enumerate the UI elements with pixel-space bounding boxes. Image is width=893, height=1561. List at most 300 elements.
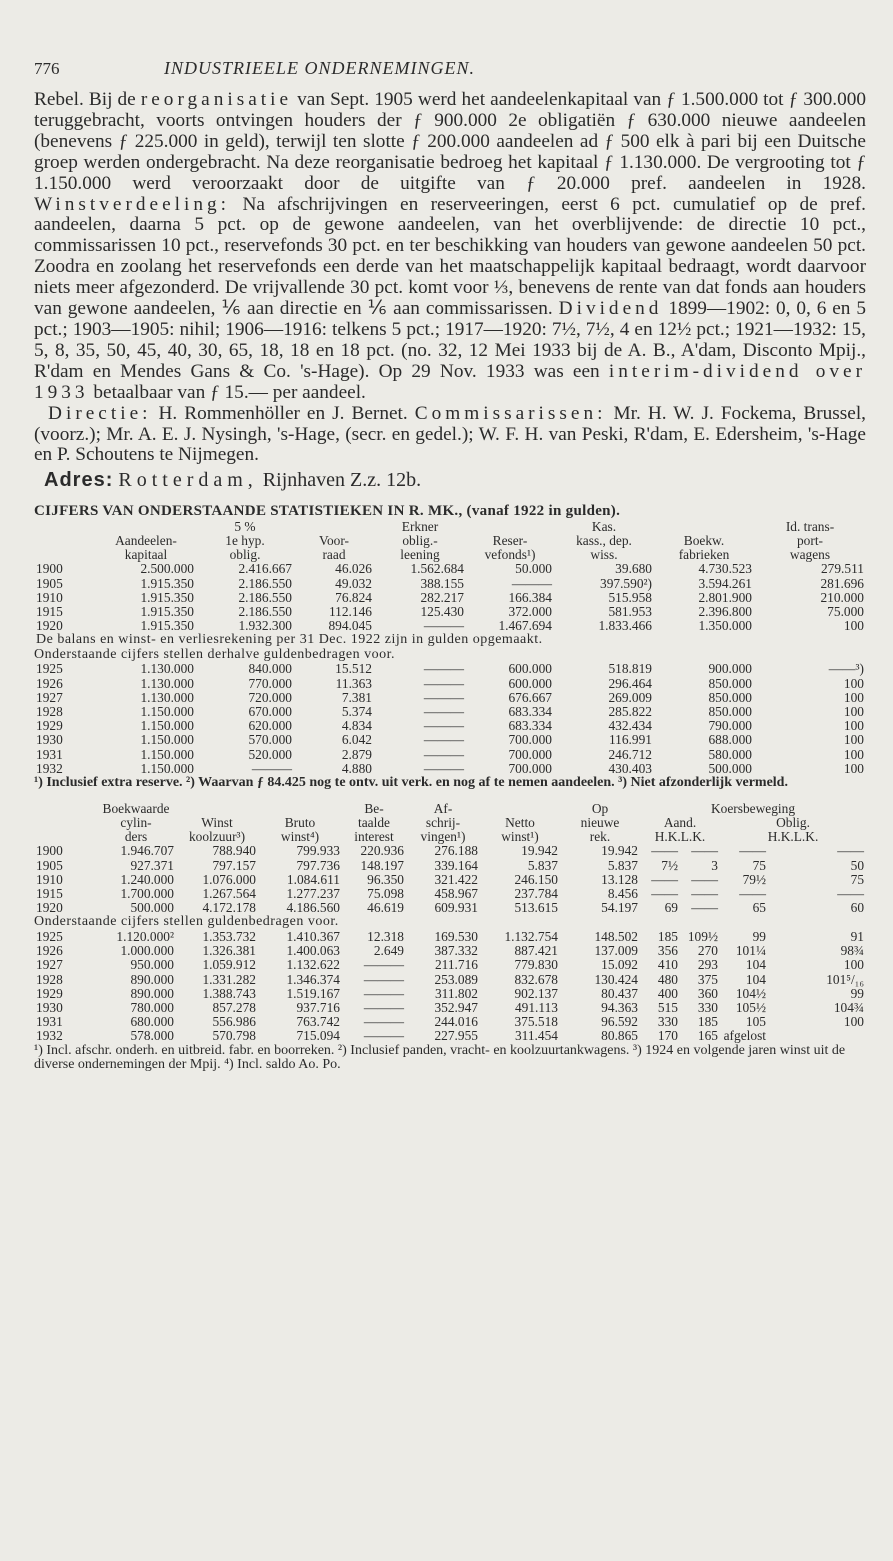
year-cell: 1928 — [36, 704, 63, 719]
table-cell: 1.915.350 — [140, 576, 194, 591]
table-cell: 101⁵/₁₆ — [826, 972, 864, 987]
table-cell: 169.530 — [434, 929, 478, 944]
column-header: Boekwaarde — [102, 802, 170, 817]
table-cell: 620.000 — [248, 719, 292, 734]
table-cell: 5.837 — [607, 858, 638, 873]
column-header: kapitaal — [124, 548, 168, 563]
table-cell: 500.000 — [130, 901, 174, 916]
table-cell — [768, 1029, 866, 1043]
table-row — [34, 691, 866, 705]
table-cell: 100 — [843, 619, 864, 634]
table-cell: ——— — [511, 576, 552, 591]
table-cell: 360 — [697, 986, 718, 1001]
table-cell: 80.865 — [601, 1029, 638, 1044]
table-cell: 100 — [843, 1015, 864, 1030]
column-header — [34, 802, 96, 816]
column-header: 5 % — [234, 520, 256, 535]
table-cell: 410 — [657, 958, 678, 973]
table-cell: 281.696 — [820, 576, 864, 591]
column-header — [294, 520, 374, 534]
table-cell: 887.421 — [514, 944, 558, 959]
table-cell: 100 — [843, 958, 864, 973]
table-row — [34, 605, 866, 619]
table-cell: 520.000 — [248, 747, 292, 762]
header-row — [34, 520, 866, 534]
table-cell: 720.000 — [248, 690, 292, 705]
table-cell: ——³) — [828, 662, 864, 677]
table-row — [34, 1001, 866, 1015]
column-header — [466, 520, 554, 534]
table-cell: 2.649 — [373, 944, 404, 959]
table-cell: 96.592 — [601, 1015, 638, 1030]
table-row — [34, 719, 866, 733]
year-cell: 1900 — [36, 844, 63, 859]
year-cell: 1930 — [36, 733, 63, 748]
table-cell: 388.155 — [420, 576, 464, 591]
column-header: fabrieken — [678, 548, 730, 563]
column-header: H.K.L.K. — [767, 830, 819, 845]
table-cell: 2.879 — [341, 747, 372, 762]
table-cell: 15.092 — [601, 958, 638, 973]
column-header: Be- — [364, 802, 384, 817]
table-cell: 797.157 — [212, 858, 256, 873]
text-winstverdeeling: Winstverdeeling: — [34, 193, 231, 215]
table-cell: 937.716 — [296, 1000, 340, 1015]
table-cell: 4.172.178 — [202, 901, 256, 916]
table-cell: 211.716 — [434, 958, 478, 973]
table-cell: 99 — [850, 986, 864, 1001]
table-row — [34, 662, 866, 676]
table-cell: 556.986 — [212, 1015, 256, 1030]
text-commissarissen: Mr. H. W. J. Fockema, Brussel, (voorz.); Mr. A. E. J. Nysingh, 's-Hage, (secr. en gedel.); W. F. H. van Peski, R'dam, E. Edersheim, 's-Hage en P. Schoutens te Nijmegen. — [34, 402, 866, 466]
column-header: vefonds¹) — [484, 548, 536, 563]
table-cell: 311.802 — [434, 986, 478, 1001]
table-cell: 927.371 — [130, 858, 174, 873]
column-header: Reser- — [492, 534, 528, 549]
year-cell: 1926 — [36, 944, 63, 959]
column-header: Kas. — [591, 520, 617, 535]
column-header: Voor- — [319, 534, 349, 549]
table-cell: 7.381 — [341, 690, 372, 705]
year-cell: 1930 — [36, 1000, 63, 1015]
table-cell: 104 — [745, 972, 766, 987]
table-cell: 170 — [657, 1029, 678, 1044]
table-cell: 397.590²) — [600, 576, 652, 591]
table-cell: 515 — [657, 1000, 678, 1015]
table-cell: 900.000 — [708, 662, 752, 677]
company-description — [34, 90, 866, 466]
table-row — [34, 987, 866, 1001]
year-cell: 1900 — [36, 562, 63, 577]
column-header: oblig. — [229, 548, 261, 563]
year-cell: 1905 — [36, 858, 63, 873]
table-cell: 387.332 — [434, 944, 478, 959]
table-cell: 76.824 — [335, 590, 372, 605]
header-row — [34, 816, 866, 830]
table-cell: 100 — [843, 747, 864, 762]
table-cell: 458.967 — [434, 887, 478, 902]
table-cell: ——— — [423, 719, 464, 734]
table-cell: 165 — [697, 1029, 718, 1044]
table-cell: 480 — [657, 972, 678, 987]
column-header: Winst — [201, 816, 233, 831]
statistics-table-2b — [34, 930, 866, 1044]
table-row — [34, 901, 866, 915]
column-header: schrij- — [425, 816, 461, 831]
table-cell: 600.000 — [508, 676, 552, 691]
column-header: kass., dep. — [576, 534, 632, 549]
year-cell: 1926 — [36, 676, 63, 691]
table-cell: —— — [691, 901, 718, 916]
column-header: taalde — [358, 816, 390, 831]
table-cell: 2.186.550 — [238, 604, 292, 619]
table-cell: —— — [739, 844, 766, 859]
table-cell: 13.128 — [601, 872, 638, 887]
table-cell: 109½ — [687, 929, 718, 944]
table-cell: 5.374 — [341, 704, 372, 719]
table-cell: 902.137 — [514, 986, 558, 1001]
table-cell: 104¾ — [833, 1000, 864, 1015]
table-cell: 105½ — [735, 1000, 766, 1015]
table-cell: 4.730.523 — [698, 562, 752, 577]
column-header — [34, 816, 96, 830]
table-cell: 75 — [752, 858, 766, 873]
table-cell: 96.350 — [367, 872, 404, 887]
table-row — [34, 930, 866, 944]
table-cell: 69 — [664, 901, 678, 916]
table-cell: 356 — [657, 944, 678, 959]
column-header: Id. trans- — [785, 520, 835, 535]
table-cell: —— — [691, 887, 718, 902]
table-cell: 1.346.374 — [286, 972, 340, 987]
table-cell: 1.467.694 — [498, 619, 552, 634]
table-cell: 430.403 — [608, 761, 652, 776]
table-cell: 3.594.261 — [698, 576, 752, 591]
header-row — [34, 802, 866, 816]
table-cell: 100 — [843, 690, 864, 705]
table-cell: 1.915.350 — [140, 604, 194, 619]
table-row — [34, 859, 866, 873]
table-cell: 1.000.000 — [120, 944, 174, 959]
text-commissarissen-label: Commissarissen: — [414, 402, 607, 424]
table-cell: 1.150.000 — [140, 719, 194, 734]
column-header: nieuwe — [580, 816, 620, 831]
year-cell: 1931 — [36, 1015, 63, 1030]
table-cell: 683.334 — [508, 704, 552, 719]
table-row — [34, 958, 866, 972]
table-cell: 840.000 — [248, 662, 292, 677]
table-cell: 311.454 — [514, 1029, 558, 1044]
table-cell: 578.000 — [130, 1029, 174, 1044]
table-cell: 700.000 — [508, 761, 552, 776]
table-cell: 296.464 — [608, 676, 652, 691]
table-cell: 227.955 — [434, 1029, 478, 1044]
table-cell: 581.953 — [608, 604, 652, 619]
table-cell: 91 — [850, 929, 864, 944]
table-cell: 850.000 — [708, 704, 752, 719]
table-cell: 112.146 — [328, 604, 372, 619]
table-cell: 321.422 — [434, 872, 478, 887]
table-cell: ——— — [423, 676, 464, 691]
text-dividend: Dividend — [558, 298, 663, 320]
table-row — [34, 677, 866, 691]
table-cell: 1.388.743 — [202, 986, 256, 1001]
table-cell: 244.016 — [434, 1015, 478, 1030]
text-p4: 1899—1902: 0, 0, 6 en 5 pct.; 1903—1905: nihil; 1906—1916: telkens 5 pct.; 1917—1920: 7½, 7½, 4 en 12½ pct.; 1921—1932: 15, 5, 8, 35, 50, 45, 40, 30, 65, 18, 18 en 18 pct. (no. 32, 12 Mei 1933 bij de A. B., A'dam, Disconto Mpij., R'dam en Mendes Gans & Co. 's-Hage). Op 29 Nov. 1933 was een — [34, 298, 866, 382]
text-interim-dividend: interim-dividend over 1933 — [34, 360, 866, 403]
year-cell: 1929 — [36, 986, 63, 1001]
table-cell: 1.132.622 — [286, 958, 340, 973]
table-row — [34, 762, 866, 776]
table-cell: 1.150.000 — [140, 761, 194, 776]
table-cell: 1.120.000² — [116, 929, 174, 944]
year-cell: 1925 — [36, 929, 63, 944]
column-header: ders — [124, 830, 148, 845]
text-directie-label: Directie: — [48, 402, 152, 424]
table-cell: 2.500.000 — [140, 562, 194, 577]
year-cell: 1920 — [36, 619, 63, 634]
table-cell: 50.000 — [515, 562, 552, 577]
table-cell: 2.186.550 — [238, 590, 292, 605]
column-header — [34, 534, 96, 548]
table-cell: 116.991 — [608, 733, 652, 748]
column-header: port- — [796, 534, 824, 549]
column-header: rek. — [589, 830, 611, 845]
table-cell: 670.000 — [248, 704, 292, 719]
column-header: Boekw. — [683, 534, 725, 549]
table-cell: 1.519.167 — [286, 986, 340, 1001]
column-header — [654, 520, 754, 534]
table-cell: 166.384 — [508, 590, 552, 605]
table-cell: 237.784 — [514, 887, 558, 902]
column-header: oblig.- — [402, 534, 438, 549]
table-cell: ——— — [363, 986, 404, 1001]
table-cell: 246.712 — [608, 747, 652, 762]
table-cell: 339.164 — [434, 858, 478, 873]
table-cell: —— — [691, 844, 718, 859]
table-cell: 104 — [745, 958, 766, 973]
table-cell: 99 — [752, 929, 766, 944]
table-cell: 246.150 — [514, 872, 558, 887]
table-cell: 2.186.550 — [238, 576, 292, 591]
table-cell: —— — [651, 872, 678, 887]
table-cell: 715.094 — [296, 1029, 340, 1044]
table-cell: 5.837 — [527, 858, 558, 873]
table-cell: 279.511 — [820, 562, 864, 577]
table-row — [34, 733, 866, 747]
table-row — [34, 844, 866, 858]
table-cell: 790.000 — [708, 719, 752, 734]
column-header — [258, 802, 342, 816]
table-cell: 12.318 — [367, 929, 404, 944]
table-cell: 400 — [657, 986, 678, 1001]
header-row — [34, 830, 866, 844]
table-cell: 779.830 — [514, 958, 558, 973]
table-cell: 797.736 — [296, 858, 340, 873]
table-row — [34, 887, 866, 901]
table-cell: 1.353.732 — [202, 929, 256, 944]
column-header: Koersbeweging — [711, 802, 796, 817]
table-cell: 352.947 — [434, 1000, 478, 1015]
table-cell: 60 — [850, 901, 865, 916]
text-p3: Na afschrijvingen en reserveeringen, eerst 6 pct. cumulatief op de pref. aandeelen, daarna 5 pct. op de gewone aandeelen, van het overblijvende: de directie 10 pct., commissarissen 10 pct., reservefonds 30 pct. en ter beschikking van houders van gewone aandeelen 50 pct. Zoodra en zoolang het reservefonds een derde van het maatschappelijk kapitaal bedraagt, wordt daarvoor niets meer afgezonderd. De vrijvallende 30 pct. komt voor ⅓, benevens de rente van dat fonds aan houders van gewone aandeelen, ⅙ aan directie en ⅙ aan commissarissen. — [34, 193, 867, 320]
table-cell: —— — [837, 887, 865, 902]
table-cell: 700.000 — [508, 733, 552, 748]
table-cell: 1.132.754 — [504, 929, 558, 944]
table-cell: ——— — [423, 747, 464, 762]
table-cell: 1.915.350 — [140, 590, 194, 605]
table-cell: 210.000 — [820, 590, 864, 605]
table-cell: 609.931 — [434, 901, 478, 916]
column-header: Af- — [433, 802, 453, 817]
table-cell: 65 — [752, 901, 766, 916]
table-cell: 1.326.381 — [202, 944, 256, 959]
table-cell: 1.076.000 — [202, 872, 256, 887]
address-street: Rijnhaven Z.z. 12b. — [262, 469, 422, 492]
column-header: Aandeelen- — [115, 534, 177, 549]
table-cell: 683.334 — [508, 719, 552, 734]
table-cell: —— — [651, 887, 678, 902]
text-p1: Rebel. Bij de — [34, 89, 136, 110]
table-cell: 850.000 — [708, 676, 752, 691]
table-row — [34, 944, 866, 958]
table-cell: 1.350.000 — [698, 619, 752, 634]
column-header: interest — [354, 830, 394, 845]
table-cell: 375 — [697, 972, 718, 987]
column-header — [480, 802, 560, 816]
table-cell: 270 — [697, 944, 718, 959]
table-cell: 500.000 — [708, 761, 752, 776]
table-cell: 1.150.000 — [140, 747, 194, 762]
table-cell: 19.942 — [601, 844, 638, 859]
table-cell: 1.150.000 — [140, 733, 194, 748]
table-cell: 1.932.300 — [238, 619, 292, 634]
table-cell: 780.000 — [130, 1000, 174, 1015]
table-cell: 1.400.063 — [286, 944, 340, 959]
table-cell: 4.186.560 — [286, 901, 340, 916]
table-cell: 80.437 — [601, 986, 638, 1001]
year-cell: 1927 — [36, 958, 63, 973]
table-cell: 1.267.564 — [202, 887, 256, 902]
table-cell: 515.958 — [608, 590, 652, 605]
column-header: winst¹) — [501, 830, 539, 845]
column-header: wagens — [789, 548, 831, 563]
table-cell: ——— — [363, 1029, 404, 1044]
year-cell: 1927 — [36, 690, 63, 705]
table-cell: 49.032 — [335, 576, 372, 591]
running-title: INDUSTRIEELE ONDERNEMINGEN. — [164, 58, 475, 78]
table-cell: 857.278 — [212, 1000, 256, 1015]
table-cell: 600.000 — [508, 662, 552, 677]
column-header: 1e hyp. — [225, 534, 265, 549]
table-cell: 1.059.912 — [202, 958, 256, 973]
table-cell: 19.942 — [521, 844, 558, 859]
table-cell: 100 — [843, 733, 864, 748]
table1-footnote: ¹) Inclusief extra reserve. ²) Waarvan ƒ 84.425 nog te ontv. uit verk. en nog af te nemen aandeelen. ³) Niet afzonderlijk vermeld. — [34, 774, 788, 790]
table-cell: 680.000 — [130, 1015, 174, 1030]
table-cell: 1.277.237 — [286, 887, 340, 902]
table-cell: 799.933 — [296, 844, 340, 859]
year-cell: 1910 — [36, 590, 63, 605]
column-header: raad — [322, 548, 346, 563]
table-cell: 570.000 — [248, 733, 292, 748]
year-cell: 1920 — [36, 901, 63, 916]
table-cell: 100 — [843, 719, 864, 734]
table-row — [34, 748, 866, 762]
table-cell: 1.130.000 — [140, 662, 194, 677]
table-cell: 100 — [843, 704, 864, 719]
column-header: H.K.L.K. — [654, 830, 706, 845]
table-cell: 94.363 — [601, 1000, 638, 1015]
table-row — [34, 619, 866, 633]
table-row — [34, 577, 866, 591]
table-cell: ——— — [363, 1015, 404, 1030]
header-row — [34, 548, 866, 562]
table-cell: 1.084.611 — [286, 872, 340, 887]
year-cell: 1931 — [36, 747, 63, 762]
table-cell: 432.434 — [608, 719, 652, 734]
table-cell: 98¾ — [840, 944, 864, 959]
table-cell: 105 — [745, 1015, 766, 1030]
table-cell: —— — [651, 844, 678, 859]
year-cell: 1915 — [36, 604, 63, 619]
table-cell: ——— — [363, 958, 404, 973]
table-cell: ——— — [363, 972, 404, 987]
table-cell: 11.363 — [335, 676, 372, 691]
table-cell: 375.518 — [514, 1015, 558, 1030]
table-cell: 1.700.000 — [120, 887, 174, 902]
table-cell: 46.619 — [367, 901, 404, 916]
column-header: vingen¹) — [420, 830, 466, 845]
table-cell: —— — [837, 844, 865, 859]
table-cell: 285.822 — [608, 704, 652, 719]
table-row — [34, 562, 866, 576]
table-cell: 137.009 — [594, 944, 638, 959]
year-cell: 1929 — [36, 719, 63, 734]
table-cell: ——— — [423, 619, 464, 634]
table-cell: 1.331.282 — [202, 972, 256, 987]
table-row — [34, 705, 866, 719]
table-cell: ——— — [251, 761, 292, 776]
page-header — [34, 58, 866, 90]
column-header: cylin- — [120, 816, 152, 831]
table-cell: 1.130.000 — [140, 690, 194, 705]
table-cell: 1.130.000 — [140, 676, 194, 691]
address-label: Adres: — [44, 469, 114, 492]
table-cell: 50 — [850, 858, 865, 873]
table-cell: 2.801.900 — [698, 590, 752, 605]
header-row — [34, 534, 866, 548]
table-cell: 372.000 — [508, 604, 552, 619]
year-cell: 1910 — [36, 872, 63, 887]
table-cell: 46.026 — [335, 562, 372, 577]
table-cell: ——— — [423, 690, 464, 705]
table-cell: 676.667 — [508, 690, 552, 705]
table-cell: 832.678 — [514, 972, 558, 987]
text-p5: betaalbaar van ƒ 15.— per aandeel. — [93, 381, 366, 403]
table-cell: 148.197 — [360, 858, 404, 873]
year-cell: 1928 — [36, 972, 63, 987]
column-header — [176, 802, 258, 816]
table-row — [34, 591, 866, 605]
table-cell: 890.000 — [130, 972, 174, 987]
table-cell: 1.410.367 — [286, 929, 340, 944]
year-cell: 1905 — [36, 576, 63, 591]
table-row — [34, 973, 866, 987]
column-header: Op — [591, 802, 609, 817]
table-cell: 130.424 — [594, 972, 638, 987]
table-cell: 518.819 — [608, 662, 652, 677]
